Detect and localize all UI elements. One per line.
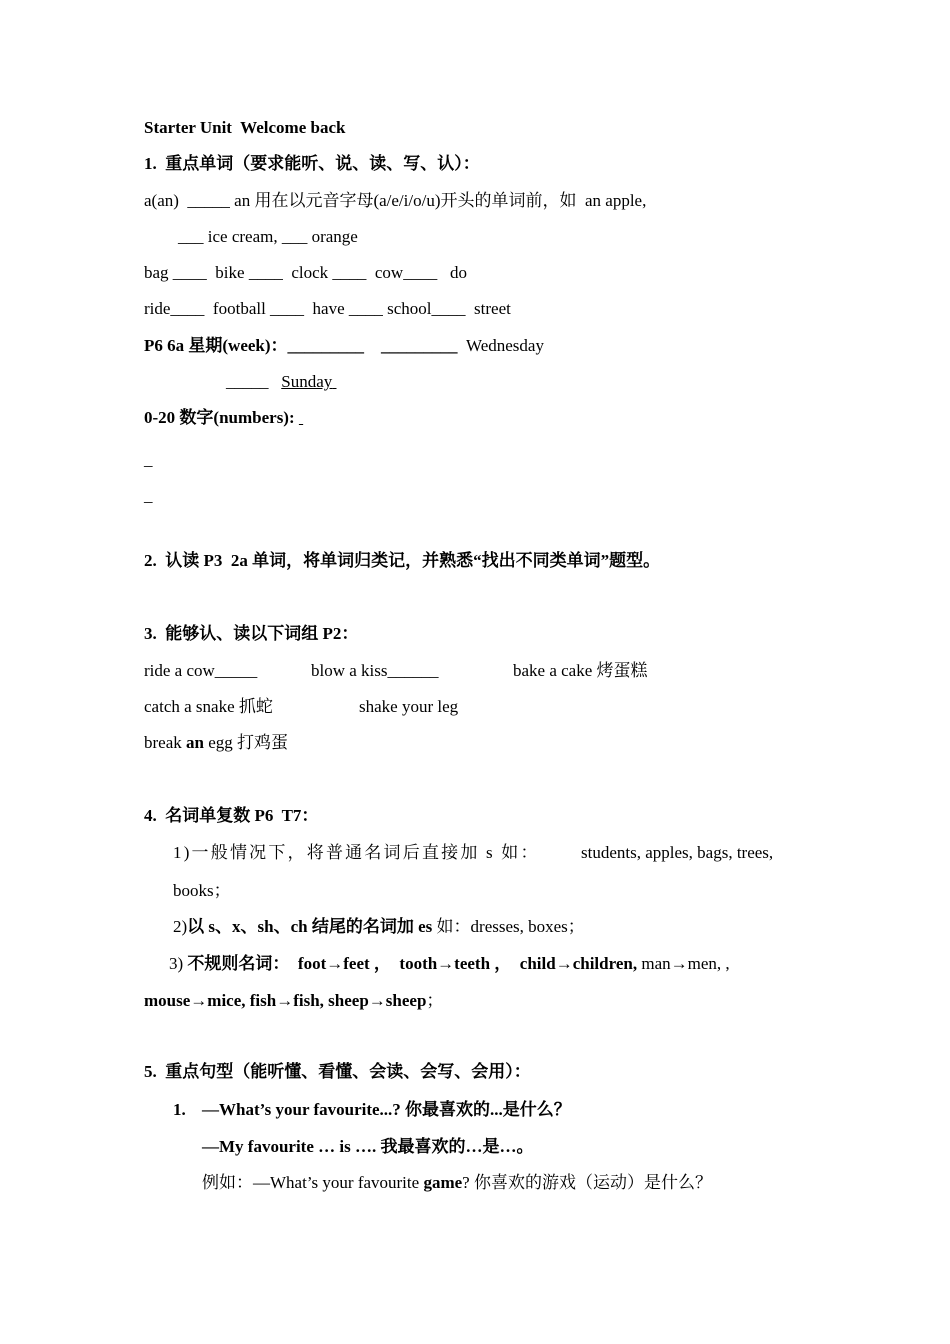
week-row-2-blank: _____: [226, 372, 269, 391]
phrase-break-an-egg: [144, 733, 288, 753]
rule-1-text: 1)一般情况下，将普通名词后直接加 s 如：: [173, 843, 540, 862]
phrase-break-post: egg 打鸡蛋: [203, 733, 289, 752]
section-3-heading: 3. 能够认、读以下词组 P2：: [144, 624, 359, 643]
blank-line-b: _: [144, 486, 153, 505]
rule-3-tail: man→men, ,: [637, 954, 730, 973]
words-row-2: ride____ football ____ have ____ school____ street: [144, 299, 511, 318]
pattern-example-pre: 例如：—What’s your favourite: [202, 1173, 424, 1192]
pattern-example-post: ? 你喜欢的游戏（运动）是什么？: [462, 1173, 712, 1192]
week-row-2: [226, 372, 337, 392]
pattern-answer: —My favourite … is …. 我最喜欢的…是…。: [202, 1137, 534, 1156]
article-rule-line: a(an) _____ an 用在以元音字母(a/e/i/o/u)开头的单词前，如 an apple,: [144, 191, 647, 210]
rule-3-line-2: [144, 991, 443, 1011]
words-row-1: bag ____ bike ____ clock ____ cow____ do: [144, 263, 467, 282]
phrase-blow-a-kiss: blow a kiss______: [311, 661, 439, 680]
week-row: [144, 336, 544, 356]
phrase-break-bold: an: [186, 733, 204, 752]
phrase-bake-a-cake: bake a cake 烤蛋糕: [513, 661, 648, 680]
numbers-row: [144, 408, 303, 428]
section-1-heading: 1. 重点单词（要求能听、说、读、写、认）：: [144, 154, 480, 173]
phrase-ride-a-cow: ride a cow_____: [144, 661, 258, 680]
rule-3-examples: mouse→mice, fish→fish, sheep→sheep: [144, 991, 427, 1010]
blank-line-a: _: [144, 450, 153, 469]
pattern-item-number: 1.: [173, 1100, 186, 1119]
week-sunday: Sunday: [281, 372, 333, 391]
pattern-question: —What’s your favourite...? 你最喜欢的...是什么？: [202, 1100, 571, 1119]
rule-3-text: 不规则名词： foot→feet ， tooth→teeth ， child→children,: [187, 954, 638, 973]
rule-2-num: 2): [173, 917, 188, 936]
phrase-shake-your-leg: shake your leg: [359, 697, 459, 716]
phrase-catch-a-snake: catch a snake 抓蛇: [144, 697, 273, 716]
document-title: Starter Unit Welcome back: [144, 118, 346, 137]
rule-3: [169, 954, 730, 974]
numbers-label: 0-20 数字(numbers):: [144, 408, 299, 427]
rule-3-end: ；: [426, 991, 444, 1010]
article-rule-line-2: ___ ice cream, ___ orange: [178, 227, 358, 246]
rule-1-examples-cont: books；: [173, 881, 231, 900]
rule-1-examples: students, apples, bags, trees,: [581, 843, 774, 862]
rule-2-examples: 如：dresses, boxes；: [432, 917, 585, 936]
phrase-break-pre: break: [144, 733, 187, 752]
pattern-example-bold: game: [423, 1173, 463, 1192]
rule-2: [173, 917, 585, 937]
section-4-heading: 4. 名词单复数 P6 T7：: [144, 806, 319, 825]
section-5-heading: 5. 重点句型（能听懂、看懂、会读、会写、会用）：: [144, 1062, 531, 1081]
section-2-heading: 2. 认读 P3 2a 单词，将单词归类记，并熟悉“找出不同类单词”题型。: [144, 551, 661, 570]
week-label: P6 6a 星期(week)：: [144, 336, 288, 355]
week-wednesday: Wednesday: [457, 336, 544, 355]
rule-2-text: 以 s、x、sh、ch 结尾的名词加 es: [187, 917, 433, 936]
pattern-example: [202, 1173, 712, 1193]
week-blanks: _________ _________: [287, 336, 458, 355]
rule-3-num: 3): [169, 954, 188, 973]
